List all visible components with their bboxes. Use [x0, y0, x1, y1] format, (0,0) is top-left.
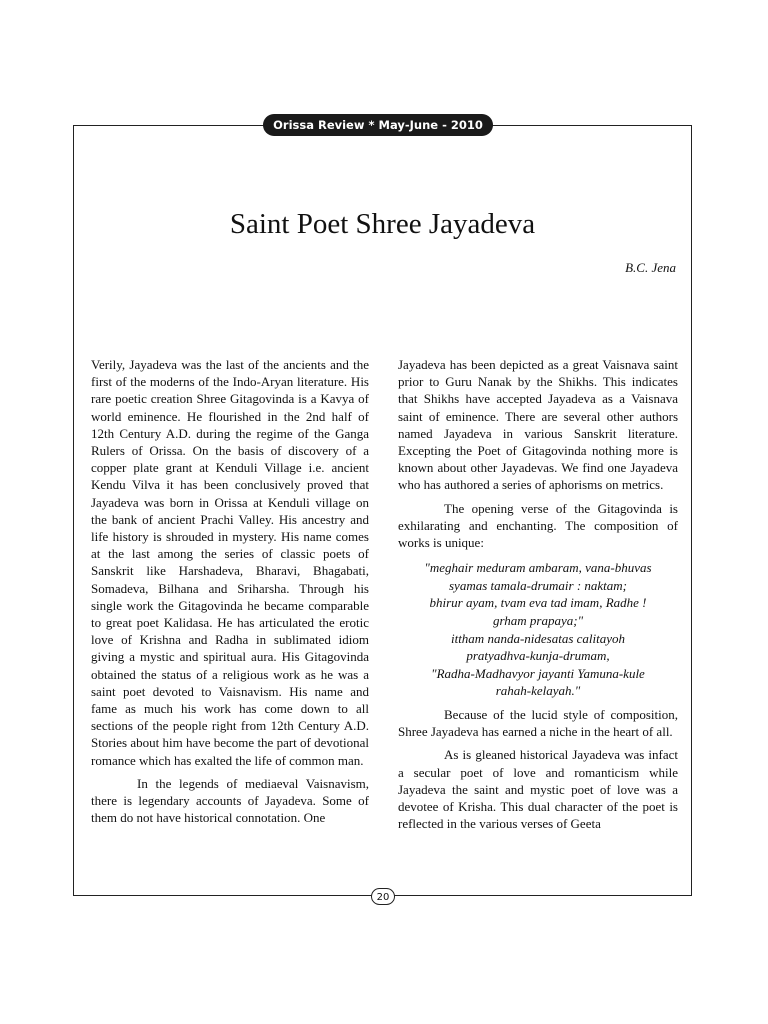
journal-header: Orissa Review * May-June - 2010: [263, 114, 493, 136]
right-paragraph-3: Because of the lucid style of composition, Shree Jayadeva has earned a niche in the heart of all.: [398, 706, 678, 740]
right-paragraph-1: Jayadeva has been depicted as a great Vaisnava saint prior to Guru Nanak by the Shikhs. This indicates that Shikhs have accepted Jayadeva as a Vaisnava saint of eminence. There are several other authors named Jayadeva in various Sanskrit literature. Excepting the Poet of Gitagovinda nothing more is known about other Jayadevas. We find one Jayadeva who has authored a series of aphorisms on metrics.: [398, 357, 678, 493]
left-paragraph-1: Verily, Jayadeva was the last of the ancients and the first of the moderns of the Indo-Aryan literature. His rare poetic creation Shree Gitagovinda is a Kavya of world eminence. He flourished in the 2nd half of 12th Century A.D. during the regime of the Ganga Rulers of Orissa. On the basis of discovery of a copper plate grant at Kenduli Village i.e. ancient Kendu Vilva it has been conclusively proved that Jayadeva was born in Orissa at Kenduli village on the bank of ancient Prachi Valley. His ancestry and life history is shrouded in mystery. His name comes at the last among the series of classic poets of Sanskrit like Harshadeva, Bharavi, Bhagabati, Somadeva, Bilhana and Sriharsha. Through his single work the Gitagovinda he became comparable to great poet Kalidasa. He has articulated the erotic love of Krishna and Radha in sublimated idiom giving a mystic and spiritual aura. His Gitagovinda obtained the status of a religious work as he was a saint poet devoted to Vaisnavism. His name and fame as much his work has come down to all sections of the people right from 12th Century A.D. Stories about him have become the part of devotional romance which has exalted the life of common man.: [91, 357, 369, 768]
left-paragraph-2: In the legends of mediaeval Vaisnavism, there is legendary accounts of Jayadeva. Some of them do not have historical connotation. One: [91, 775, 369, 826]
sanskrit-verse: [398, 559, 678, 700]
verse-line: ittham nanda-nidesatas calitayoh: [450, 630, 626, 646]
left-column: [91, 356, 369, 826]
verse-line: pratyadhva-kunja-drumam,: [466, 648, 610, 664]
verse-line: "meghair meduram ambaram, vana-bhuvas: [424, 560, 652, 576]
verse-line: "Radha-Madhavyor jayanti Yamuna-kule: [431, 665, 645, 681]
page-number: 20: [371, 888, 395, 905]
right-paragraph-2: The opening verse of the Gitagovinda is exhilarating and enchanting. The composition of works is unique:: [398, 500, 678, 551]
verse-line: bhirur ayam, tvam eva tad imam, Radhe !: [429, 595, 647, 611]
article-author: B.C. Jena: [625, 260, 676, 275]
right-paragraph-4: As is gleaned historical Jayadeva was infact a secular poet of love and romanticism while Jayadeva the saint and mystic poet of love was a devotee of Krisha. This dual character of the poet is reflected in the various verses of Geeta: [398, 747, 678, 832]
right-column: [398, 356, 678, 832]
article-title: Saint Poet Shree Jayadeva: [229, 208, 536, 240]
verse-line: syamas tamala-drumair : naktam;: [448, 577, 627, 593]
verse-line: rahah-kelayah.": [495, 683, 581, 699]
verse-line: grham prapaya;": [492, 613, 584, 629]
